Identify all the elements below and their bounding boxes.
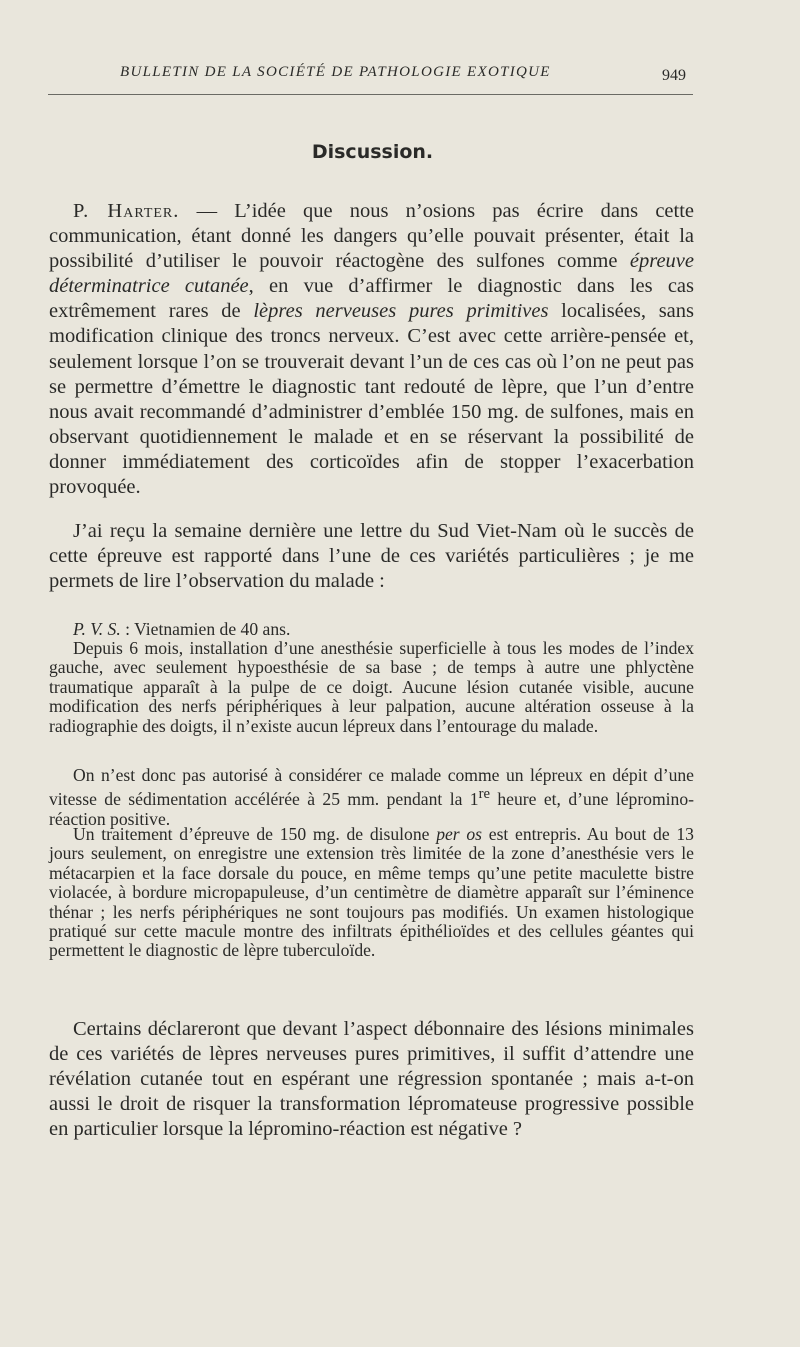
superscript: re (478, 786, 490, 803)
discussion-paragraph-2: J’ai reçu la semaine dernière une lettre du Sud Viet-Nam où le succès de cette épreuve est rapporté dans l’une de ces variétés particulières ; je me permets de lire l’observation du malade : (49, 520, 694, 593)
italic-term: épreuve déterminatrice cutanée (49, 250, 694, 298)
observation-paragraph-2: On n’est donc pas autorisé à considérer ce malade comme un lépreux en dépit d’une vitesse de sédimentation accélérée à 25 mm. pendant la 1re heure et, d’une lépromino-réaction positive. (49, 765, 694, 829)
italic-term: lèpres nerveuses pures primitives (253, 300, 549, 323)
conclusion-paragraph: Certains déclareront que devant l’aspect débonnaire des lésions minimales de ces variétés de lèpres nerveuses pures primitives, il suffit d’attendre une révélation cutanée tout en espérant une régression spontanée ; mais a-t-on aussi le droit de risquer la transformation lépromateuse progressive possible en particulier lorsque la lépromino-réaction est négative ? (49, 1018, 694, 1141)
page-number: 949 (662, 67, 686, 84)
section-title: Discussion. (311, 141, 434, 163)
observation-heading (49, 620, 694, 639)
discussion-paragraph-1: P. Harter. — L’idée que nous n’osions pas écrire dans cette communication, étant donné les dangers qu’elle pouvait présenter, était la possibilité d’utiliser le pouvoir réactogène des sulfones comme épreuve déterminatrice cutanée, en vue d’affirmer le diagnostic dans les cas extrêmement rares de lèpres nerveuses pures primitives localisées, sans modification clinique des troncs nerveux. C’est avec cette arrière-pensée et, seulement lorsque l’on se trouverait devant l’un de ces cas où l’on ne peut pas se permettre d’émettre le diagnostic tant redouté de lèpre, que l’un d’entre nous avait recommandé d’administrer d’emblée 150 mg. de sulfones, mais en observant quotidiennement le malade et en se réservant la possibilité de donner immédiatement des corticoïdes afin de stopper l’exacerbation provoquée. (49, 200, 695, 499)
patient-description: : Vietnamien de 40 ans. (120, 619, 291, 639)
italic-term: per os (436, 824, 483, 844)
observation-paragraph-3: Un traitement d’épreuve de 150 mg. de disulone per os est entrepris. Au bout de 13 jours seulement, on enregistre une extension très limitée de la zone d’anesthésie vers le métacarpien et la face dorsale du pouce, en même temps qu’une petite maculette bistre violacée, à bordure micropapuleuse, d’un centimètre de diamètre apparaît sur l’éminence thénar ; les nerfs périphériques ne sont toujours pas modifiés. Un examen histologique pratiqué sur cette macule montre des infiltrats épithélioïdes et des cellules géantes qui permettent le diagnostic de lèpre tuberculoïde. (49, 824, 694, 961)
speaker-name: P. Harter. (73, 200, 180, 222)
observation-paragraph-1: Depuis 6 mois, installation d’une anesthésie superficielle à tous les modes de l’index gauche, avec seulement hypoesthésie de sa base ; de temps à autre une phlyctène traumatique apparaît à la pulpe de ce doigt. Aucune lésion cutanée visible, aucune modification des nerfs périphériques à leur palpation, aucune altération osseuse à la radiographie des doigts, il n’existe aucun lépreux dans l’entourage du malade. (49, 638, 694, 736)
running-title: BULLETIN DE LA SOCIÉTÉ DE PATHOLOGIE EXOTIQUE (120, 64, 551, 80)
patient-id: P. V. S. (73, 619, 121, 639)
header-rule (48, 94, 693, 95)
